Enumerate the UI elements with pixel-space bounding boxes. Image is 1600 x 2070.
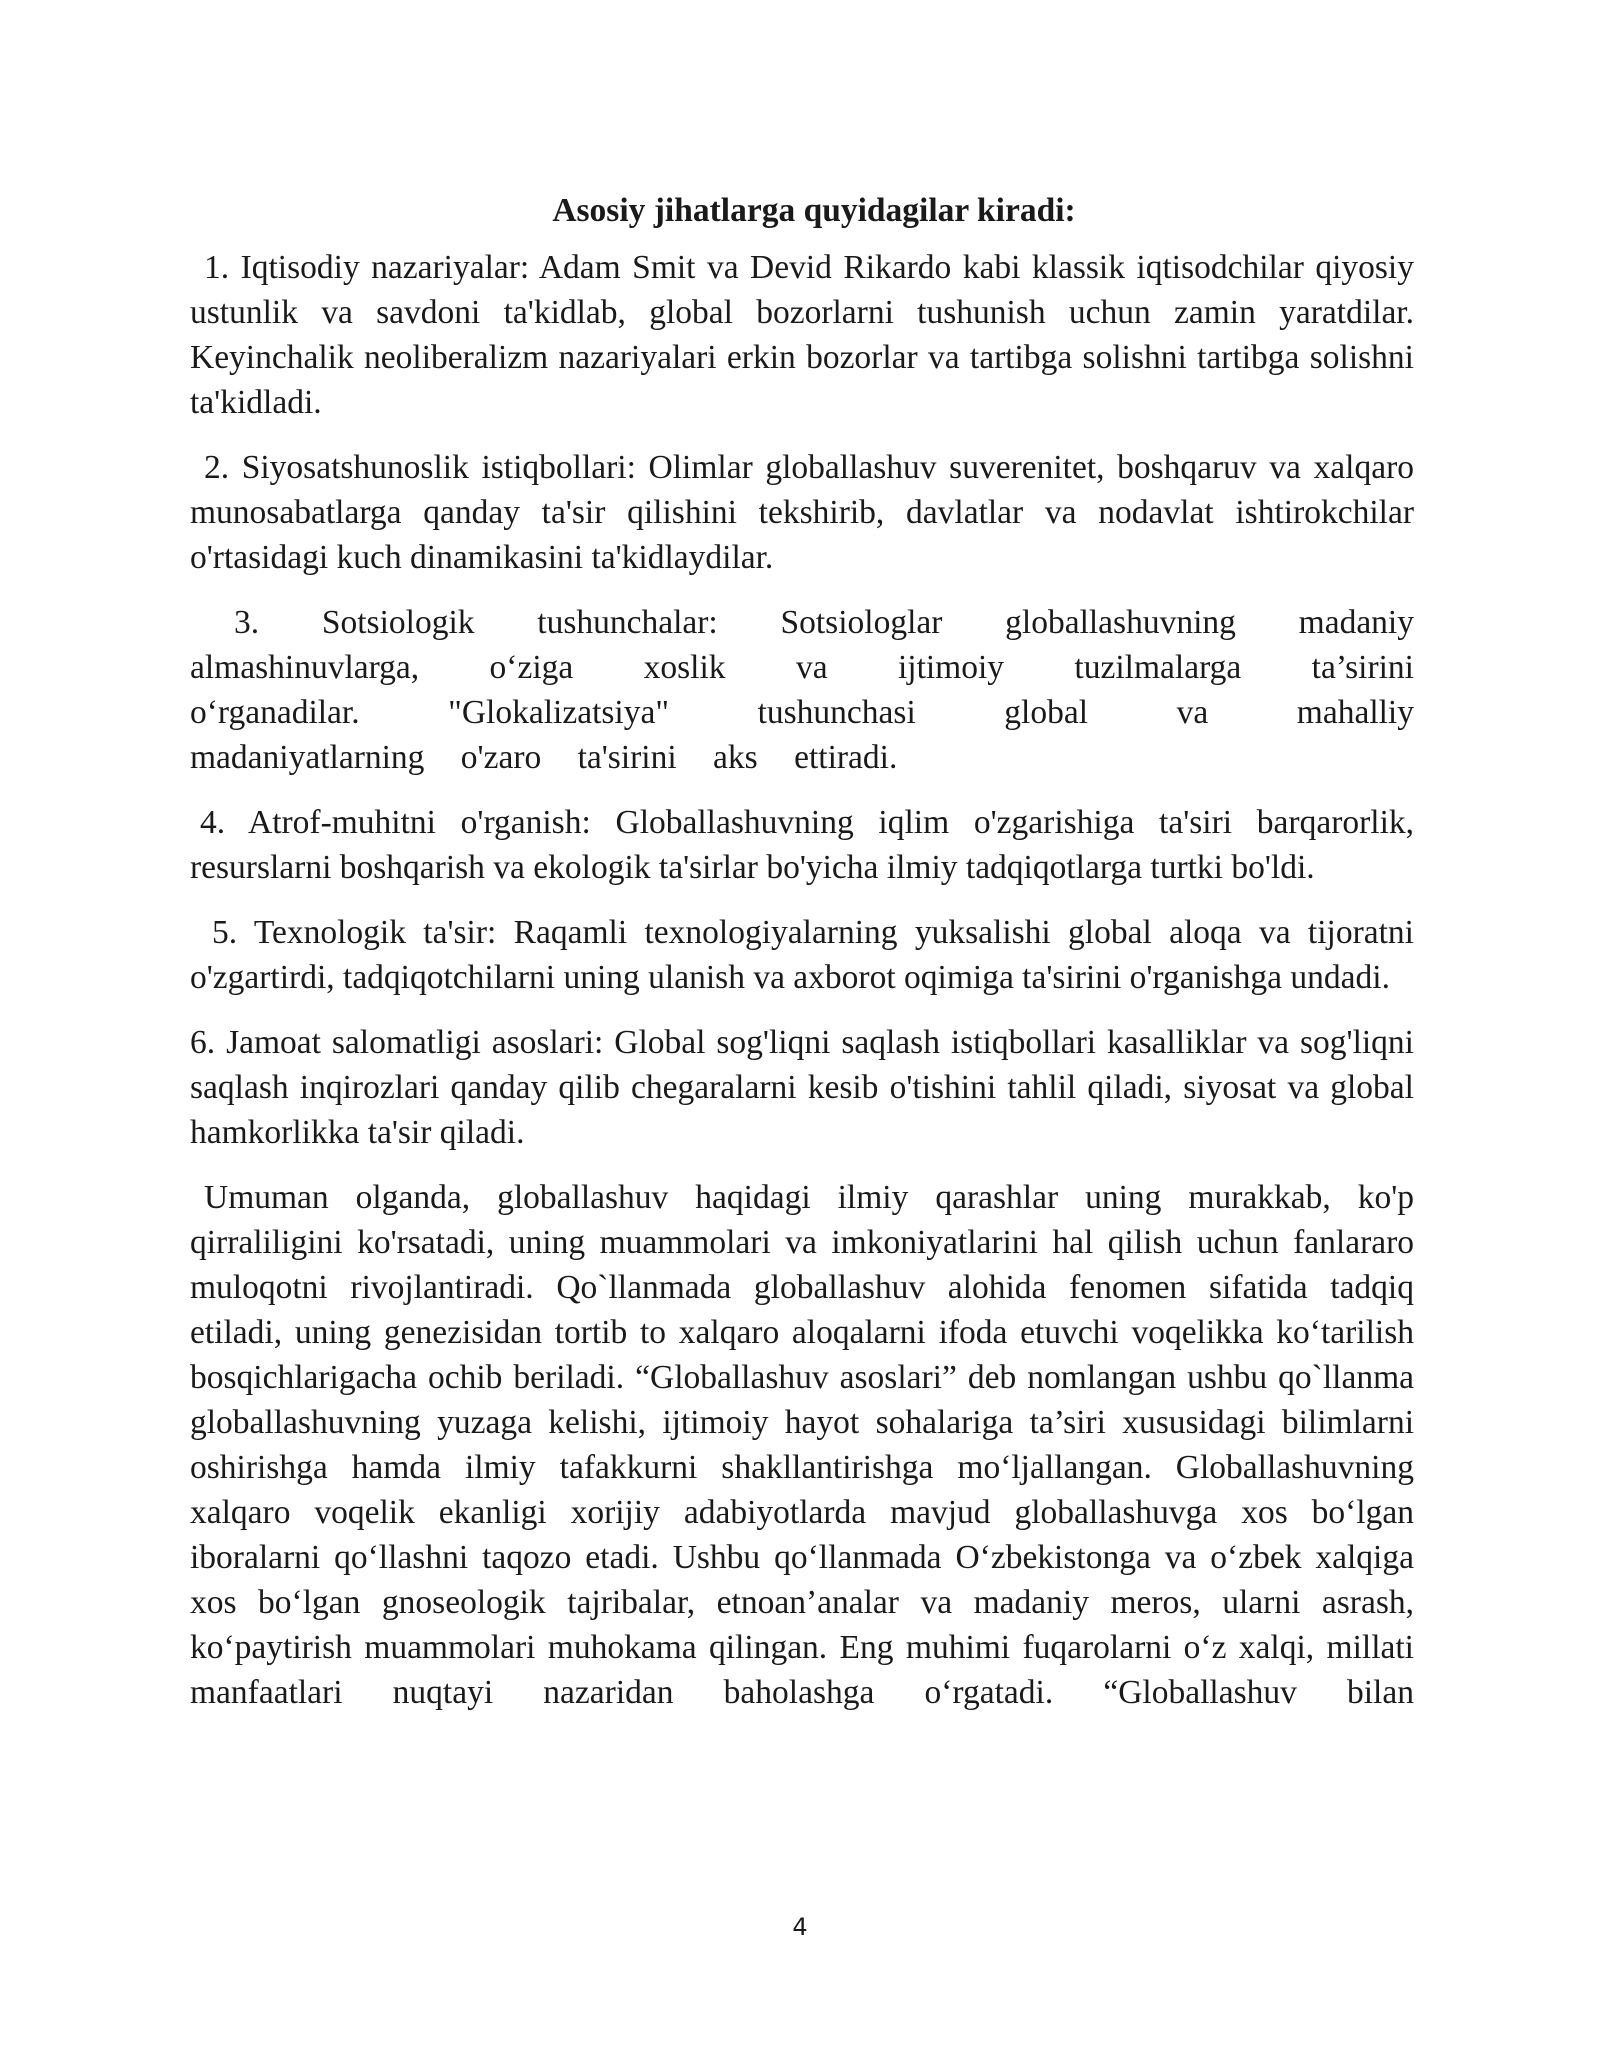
page-content	[190, 188, 1414, 1715]
section-heading: Asosiy jihatlarga quyidagilar kiradi:	[552, 192, 1076, 229]
paragraph-environmental-studies: 4. Atrof-muhitni o'rganish: Globallashuvning iqlim o'zgarishiga ta'siri barqarorlik, resurslarni boshqarish va ekologik ta'sirlar bo'yicha ilmiy tadqiqotlarga turtki bo'ldi.	[190, 804, 1414, 886]
page-number: 4	[792, 1913, 808, 1941]
paragraph-political-science: 2. Siyosatshunoslik istiqbollari: Olimlar globallashuv suverenitet, boshqaruv va xalqaro munosabatlarga qanday ta'sir qilishini tekshirib, davlatlar va nodavlat ishtirokchilar o'rtasidagi kuch dinamikasini ta'kidlaydilar.	[190, 449, 1414, 576]
paragraph-public-health: 6. Jamoat salomatligi asoslari: Global sog'liqni saqlash istiqbollari kasalliklar va sog'liqni saqlash inqirozlari qanday qilib chegaralarni kesib o'tishini tahlil qiladi, siyosat va global hamkorlikka ta'sir qiladi.	[190, 1024, 1414, 1151]
paragraph-economic-theories: 1. Iqtisodiy nazariyalar: Adam Smit va Devid Rikardo kabi klassik iqtisodchilar qiyosiy ustunlik va savdoni ta'kidlab, global bozorlarni tushunish uchun zamin yaratdilar. Keyinchalik neoliberalizm nazariyalari erkin bozorlar va tartibga solishni tartibga solishni ta'kidladi.	[190, 249, 1414, 421]
paragraph-summary: Umuman olganda, globallashuv haqidagi ilmiy qarashlar uning murakkab, ko'p qirraliligini ko'rsatadi, uning muammolari va imkoniyatlarini hal qilish uchun fanlararo muloqotni rivojlantiradi. Qo`llanmada globallashuv alohida fenomen sifatida tadqiq etiladi, uning genezisidan tortib to xalqaro aloqalarni ifoda etuvchi voqelikka ko‘tarilish bosqichlarigacha ochib beriladi. “Globallashuv asoslari” deb nomlangan ushbu qo`llanma globallashuvning yuzaga kelishi, ijtimoiy hayot sohalariga ta’siri xususidagi bilimlarni oshirishga hamda ilmiy tafakkurni shakllantirishga mo‘ljallangan. Globallashuvning xalqaro voqelik ekanligi xorijiy adabiyotlarda mavjud globallashuvga xos bo‘lgan iboralarni qo‘llashni taqozo etadi. Ushbu qo‘llanmada O‘zbekistonga va o‘zbek xalqiga xos bo‘lgan gnoseologik tajribalar, etnoan’analar va madaniy meros, ularni asrash, ko‘paytirish muammolari muhokama qilingan. Eng muhimi fuqarolarni o‘z xalqi, millati manfaatlari nuqtayi nazaridan baholashga o‘rgatadi. “Globallashuv bilan	[190, 1179, 1414, 1711]
paragraph-technological-impact: 5. Texnologik ta'sir: Raqamli texnologiyalarning yuksalishi global aloqa va tijoratni o'zgartirdi, tadqiqotchilarni uning ulanish va axborot oqimiga ta'sirini o'rganishga undadi.	[190, 914, 1414, 996]
paragraph-sociological-concepts: 3. Sotsiologik tushunchalar: Sotsiologlar globallashuvning madaniy almashinuvlarga, o‘ziga xoslik va ijtimoiy tuzilmalarga ta’sirini o‘rganadilar. "Glokalizatsiya" tushunchasi global va mahalliy madaniyatlarning o'zaro ta'sirini aks ettiradi.	[190, 604, 1414, 776]
